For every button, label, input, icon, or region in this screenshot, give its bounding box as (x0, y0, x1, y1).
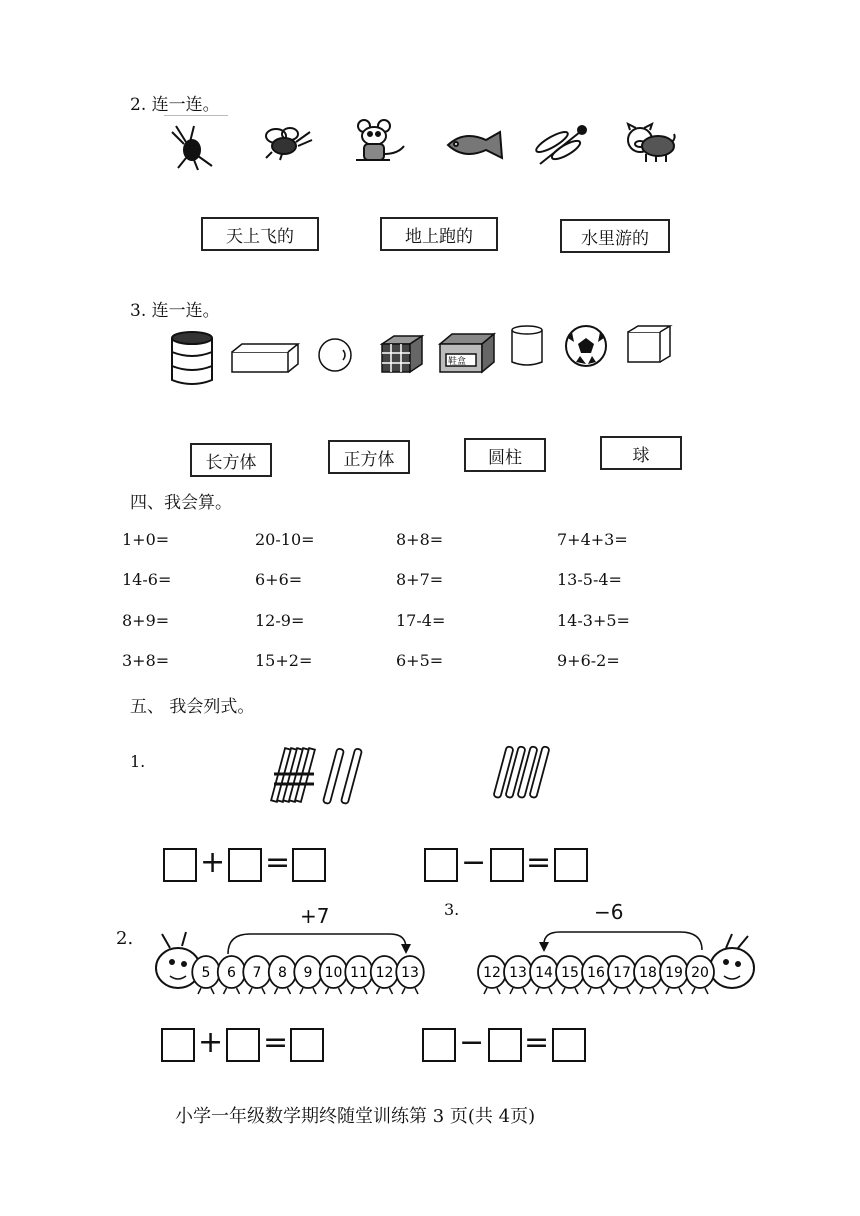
label-sky[interactable]: 天上飞的 (201, 217, 319, 251)
plus-sign: + (200, 845, 226, 880)
rubiks-cube-icon (380, 334, 424, 374)
cylinder-icon (510, 324, 544, 368)
minus-sign: − (461, 845, 487, 880)
caterpillar-segment (371, 956, 399, 994)
caterpillar-segment (218, 956, 246, 994)
calc-3-2: 12-9= (255, 611, 305, 630)
pig-icon (624, 124, 676, 164)
minus-sign: − (459, 1025, 485, 1060)
caterpillar-number: 15 (561, 965, 579, 981)
caterpillar-number: 8 (278, 965, 287, 981)
bee-icon (258, 124, 314, 160)
caterpillar-2-arrow-label: −6 (594, 900, 624, 924)
caterpillar-segment (478, 956, 506, 994)
caterpillar-segment (269, 956, 297, 994)
label-sphere[interactable]: 球 (600, 436, 682, 470)
answer-box[interactable] (488, 1028, 522, 1062)
caterpillar-number: 7 (252, 965, 262, 981)
dragonfly-icon (530, 124, 590, 168)
caterpillar-segment (192, 956, 220, 994)
caterpillar-number: 17 (613, 965, 631, 981)
calc-2-1: 14-6= (122, 570, 172, 589)
page-footer: 小学一年级数学期终随堂训练第 3 页(共 4页) (175, 1106, 536, 1127)
caterpillar-number: 16 (587, 965, 605, 981)
caterpillar-segment (530, 956, 558, 994)
caterpillar-number: 10 (324, 965, 343, 981)
caterpillar-segment (608, 956, 636, 994)
ball-icon (316, 336, 354, 374)
q2-title-underline (164, 115, 228, 116)
soccer-ball-icon (564, 324, 608, 368)
label-cylinder[interactable]: 圆柱 (464, 438, 546, 472)
lobster-icon (168, 122, 218, 170)
equals-sign: = (524, 1025, 550, 1060)
mouse-icon (350, 118, 406, 164)
caterpillar-2 (470, 926, 760, 1000)
calc-4-4: 9+6-2= (557, 651, 620, 670)
calc-4-1: 3+8= (122, 651, 170, 670)
answer-box[interactable] (292, 848, 326, 882)
answer-box[interactable] (490, 848, 524, 882)
label-cuboid[interactable]: 长方体 (190, 443, 272, 477)
caterpillar-segment (660, 956, 688, 994)
calc-3-1: 8+9= (122, 611, 170, 630)
calc-3-4: 14-3+5= (557, 611, 630, 630)
caterpillar-segment (243, 956, 271, 994)
answer-box[interactable] (161, 1028, 195, 1062)
label-ground[interactable]: 地上跑的 (380, 217, 498, 251)
calc-1-3: 8+8= (396, 530, 444, 549)
calc-2-3: 8+7= (396, 570, 444, 589)
cube-icon (626, 324, 672, 364)
cuboid-icon (230, 342, 300, 374)
label-water[interactable]: 水里游的 (560, 219, 670, 253)
caterpillar-segment (686, 956, 714, 994)
calc-3-3: 17-4= (396, 611, 446, 630)
caterpillar-segment (556, 956, 584, 994)
caterpillar-number: 19 (665, 965, 683, 981)
caterpillar-number: 11 (350, 965, 368, 981)
calc-4-2: 15+2= (255, 651, 313, 670)
stick-bundle-icon (268, 744, 378, 810)
caterpillar-number: 9 (303, 965, 313, 981)
section-4-title: 四、我会算。 (130, 493, 232, 513)
caterpillar-number: 12 (375, 965, 394, 981)
caterpillar-number: 20 (691, 965, 709, 981)
section-5-title: 五、 我会列式。 (130, 697, 255, 717)
caterpillar-segment (582, 956, 610, 994)
plus-sign: + (198, 1025, 224, 1060)
q3-title: 3. 连一连。 (130, 301, 220, 321)
problem-2-label: 2. (116, 928, 134, 949)
calc-2-2: 6+6= (255, 570, 303, 589)
caterpillar-number: 5 (201, 965, 211, 981)
answer-box[interactable] (422, 1028, 456, 1062)
caterpillar-segment (294, 956, 322, 994)
q2-title: 2. 连一连。 (130, 95, 220, 115)
caterpillar-1 (150, 926, 434, 1000)
caterpillar-number: 18 (639, 965, 657, 981)
problem-1-label: 1. (130, 752, 146, 771)
shoebox-icon (438, 332, 496, 374)
calc-2-4: 13-5-4= (557, 570, 622, 589)
caterpillar-segment (504, 956, 532, 994)
caterpillar-number: 6 (227, 965, 236, 981)
fish-icon (444, 130, 508, 160)
label-cube[interactable]: 正方体 (328, 440, 410, 474)
answer-box[interactable] (226, 1028, 260, 1062)
equals-sign: = (265, 845, 291, 880)
caterpillar-number: 13 (401, 965, 419, 981)
answer-box[interactable] (554, 848, 588, 882)
calc-1-1: 1+0= (122, 530, 170, 549)
equals-sign: = (526, 845, 552, 880)
calc-1-2: 20-10= (255, 530, 315, 549)
caterpillar-number: 13 (509, 965, 527, 981)
caterpillar-1-arrow-label: +7 (300, 904, 330, 928)
equals-sign: = (263, 1025, 289, 1060)
caterpillar-segment (396, 956, 424, 994)
problem-3-label: 3. (444, 900, 460, 919)
answer-box[interactable] (424, 848, 458, 882)
answer-box[interactable] (552, 1028, 586, 1062)
shoebox-label: 鞋盒 (448, 357, 467, 367)
barrel-icon (170, 330, 214, 388)
caterpillar-segment (345, 956, 373, 994)
calc-4-3: 6+5= (396, 651, 444, 670)
four-sticks-icon (490, 744, 554, 802)
caterpillar-number: 12 (483, 965, 501, 981)
calc-1-4: 7+4+3= (557, 530, 628, 549)
caterpillar-number: 14 (535, 965, 553, 981)
answer-box[interactable] (228, 848, 262, 882)
caterpillar-segment (320, 956, 348, 994)
answer-box[interactable] (290, 1028, 324, 1062)
caterpillar-segment (634, 956, 662, 994)
answer-box[interactable] (163, 848, 197, 882)
